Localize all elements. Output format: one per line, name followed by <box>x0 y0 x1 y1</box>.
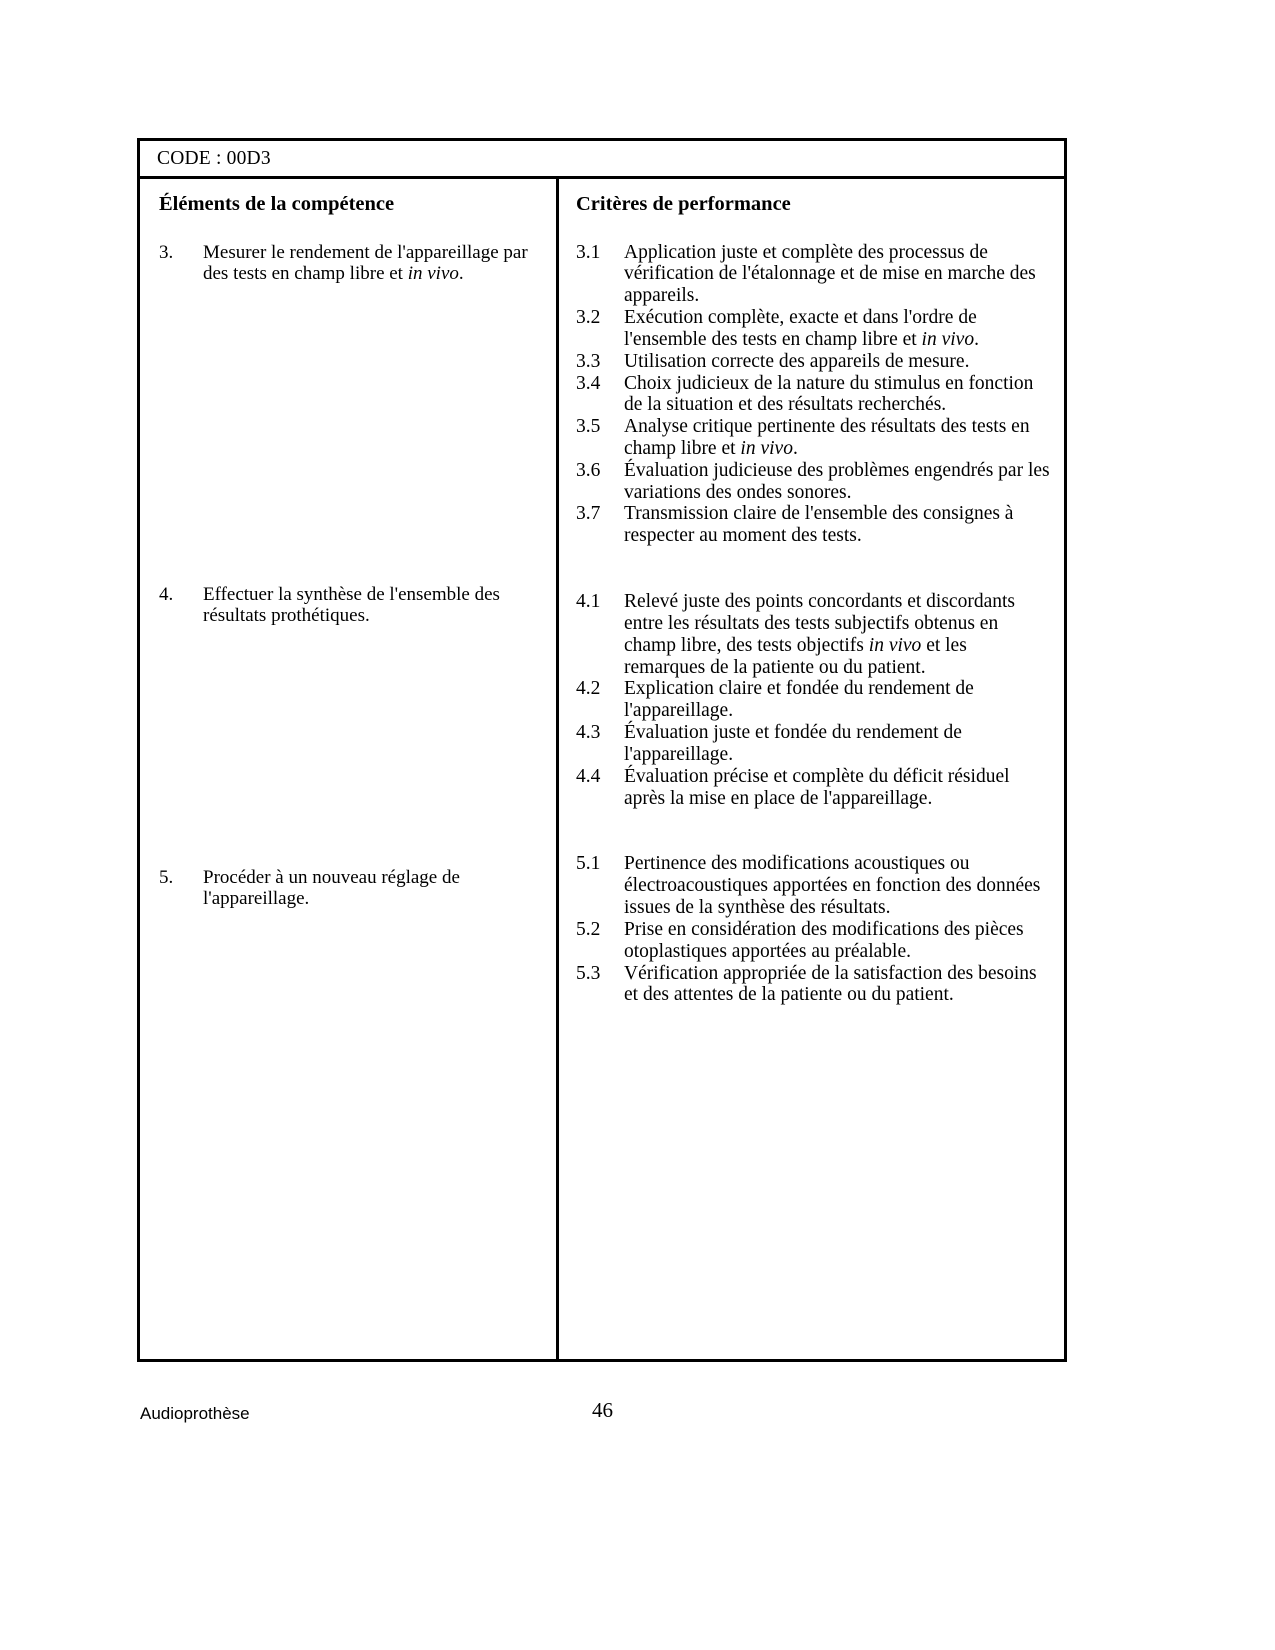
criterion-text <box>624 678 1050 722</box>
criteria-group <box>576 242 1050 548</box>
criterion-text <box>624 460 1050 504</box>
criterion-text-tail: . <box>792 438 798 459</box>
criterion-text-part: Prise en considération des modifications des pièces otoplastiques apportées au préalable. <box>624 918 1024 962</box>
criterion-text <box>624 307 1050 351</box>
criterion-text <box>624 242 1050 307</box>
criterion-number: 4.4 <box>576 765 601 787</box>
elements-column-header: Éléments de la compétence <box>159 193 395 215</box>
criterion-row <box>576 307 1050 351</box>
element-number: 5. <box>159 866 174 888</box>
criterion-text <box>624 591 1050 678</box>
criterion-text <box>624 722 1050 766</box>
criterion-number: 3.2 <box>576 307 601 329</box>
criterion-row <box>576 416 1050 460</box>
spacer <box>159 627 542 867</box>
criterion-number: 3.3 <box>576 350 601 372</box>
criterion-number: 3.1 <box>576 241 601 263</box>
criterion-text-tail: . <box>974 328 979 350</box>
criterion-text-tail: et les remarques de la patiente ou du patient. <box>624 634 967 678</box>
criterion-row <box>576 722 1050 766</box>
page-footer <box>137 1396 1067 1436</box>
criteria-column-header: Critères de performance <box>576 193 791 215</box>
criterion-row <box>576 373 1050 417</box>
footer-program-name: Audioprothèse <box>140 1404 250 1423</box>
criterion-row <box>576 591 1050 678</box>
element-text <box>203 242 542 285</box>
criterion-text-italic: in vivo <box>740 438 793 459</box>
criterion-text-part: Évaluation judicieuse des problèmes engendrés par les variations des ondes sonores. <box>624 459 1050 503</box>
criteria-column <box>559 179 1064 1359</box>
criterion-text-part: Évaluation précise et complète du déficit résiduel après la mise en place de l'appareillage. <box>624 765 1010 809</box>
element-text-part: Mesurer le rendement de l'appareillage par des tests en champ libre et <box>203 241 528 284</box>
element-text-part: Procéder à un nouveau réglage de l'appareillage. <box>203 866 460 909</box>
criteria-group <box>576 853 1050 1006</box>
code-row <box>140 141 1064 179</box>
criterion-text-part: Vérification appropriée de la satisfaction des besoins et des attentes de la patiente ou du patient. <box>624 962 1037 1006</box>
elements-column <box>140 179 559 1359</box>
element-text-italic: in vivo <box>407 262 459 284</box>
criterion-text-italic: in vivo <box>921 328 975 350</box>
element-item <box>159 867 542 910</box>
criterion-text-part: Analyse critique pertinente des résultats des tests en champ libre et <box>624 416 1030 459</box>
criterion-text <box>624 919 1050 963</box>
element-text-tail: . <box>458 262 464 284</box>
criteria-group <box>576 591 1050 809</box>
criterion-number: 5.3 <box>576 962 601 984</box>
criterion-row <box>576 351 1050 373</box>
criterion-text-part: Explication claire et fondée du rendement de l'appareillage. <box>624 678 974 722</box>
footer-page-number: 46 <box>592 1398 613 1422</box>
element-item <box>159 584 542 627</box>
criterion-text-part: Relevé juste des points concordants et discordants entre les résultats des tests subjectifs obtenus en champ libre, des tests objectifs <box>624 591 1015 656</box>
criterion-text <box>624 351 1050 373</box>
criterion-text <box>624 853 1050 918</box>
criterion-text-part: Pertinence des modifications acoustiques ou électroacoustiques apportées en fonction des données issues de la synthèse des résultats. <box>624 853 1041 919</box>
criterion-row <box>576 503 1050 547</box>
element-text-part: Effectuer la synthèse de l'ensemble des résultats prothétiques. <box>203 584 500 627</box>
criterion-text <box>624 416 1050 460</box>
criterion-text-part: Transmission claire de l'ensemble des consignes à respecter au moment des tests. <box>624 503 1014 547</box>
criterion-text <box>624 963 1050 1007</box>
element-number: 3. <box>159 241 174 263</box>
element-text <box>203 867 542 910</box>
code-label: CODE : 00D3 <box>157 147 271 169</box>
criterion-text-part: Évaluation juste et fondée du rendement de l'appareillage. <box>624 722 962 765</box>
criterion-row <box>576 460 1050 504</box>
element-number: 4. <box>159 584 174 606</box>
criterion-row <box>576 853 1050 918</box>
spacer <box>576 809 1050 853</box>
criterion-row <box>576 919 1050 963</box>
criterion-number: 4.3 <box>576 722 601 744</box>
criterion-text <box>624 766 1050 810</box>
criterion-text-part: Exécution complète, exacte et dans l'ordre de l'ensemble des tests en champ libre et <box>624 307 977 350</box>
criterion-text-part: Application juste et complète des processus de vérification de l'étalonnage et de mise en marche des appareils. <box>624 241 1036 307</box>
criterion-row <box>576 242 1050 307</box>
criterion-number: 5.2 <box>576 918 601 940</box>
criterion-text-part: Choix judicieux de la nature du stimulus en fonction de la situation et des résultats recherchés. <box>624 372 1034 416</box>
competency-table <box>137 138 1067 1362</box>
spacer <box>576 547 1050 591</box>
criterion-text <box>624 373 1050 417</box>
spacer <box>159 284 542 584</box>
criterion-row <box>576 766 1050 810</box>
criterion-row <box>576 963 1050 1007</box>
element-item <box>159 242 542 285</box>
element-text <box>203 584 542 627</box>
criterion-number: 3.4 <box>576 372 601 394</box>
criterion-number: 3.7 <box>576 503 601 525</box>
criterion-number: 4.2 <box>576 678 601 700</box>
criterion-number: 4.1 <box>576 591 601 613</box>
criterion-number: 5.1 <box>576 853 601 875</box>
criterion-text-italic: in vivo <box>868 634 922 656</box>
criterion-number: 3.6 <box>576 459 601 481</box>
criterion-row <box>576 678 1050 722</box>
table-body <box>140 179 1064 1359</box>
criterion-text-part: Utilisation correcte des appareils de mesure. <box>624 350 970 372</box>
criterion-text <box>624 503 1050 547</box>
criterion-number: 3.5 <box>576 416 601 438</box>
